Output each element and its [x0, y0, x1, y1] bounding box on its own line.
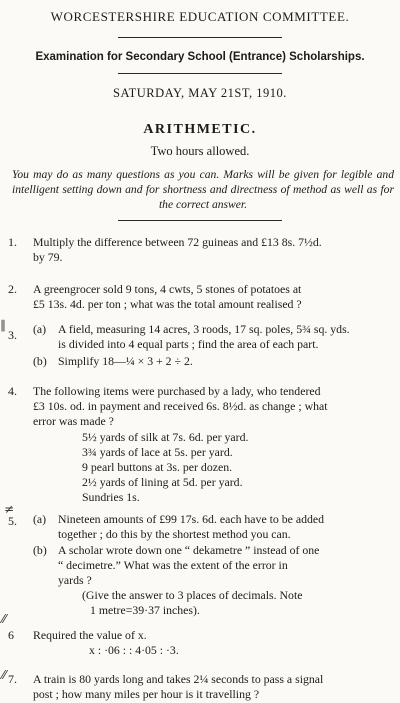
purchase-list	[82, 430, 248, 505]
part-label: (b)	[33, 354, 47, 368]
list-item: 9 pearl buttons at 3s. per dozen.	[82, 460, 233, 474]
part-label: (a)	[33, 512, 47, 526]
question-2-text	[33, 282, 393, 312]
question-4-text	[33, 384, 393, 429]
question-number: 2.	[8, 282, 17, 296]
question-line: £3 10s. od. in payment and received 6s. 8½d. as change ; what	[33, 399, 328, 413]
question-line: A greengrocer sold 9 tons, 4 cwts, 5 stones of potatoes at	[33, 282, 302, 296]
time-allowed: Two hours allowed.	[150, 144, 250, 158]
divider	[118, 220, 282, 221]
part-label: (a)	[33, 322, 47, 336]
question-number: 1.	[8, 235, 17, 249]
instructions: You may do as many questions as you can. Marks will be given for legible and intelligent setting down and for shortness and directness of method as well as for the correct answer.	[12, 168, 394, 211]
exam-date: SATURDAY, MAY 21ST, 1910.	[113, 86, 287, 100]
question-5b-text	[58, 543, 398, 588]
question-line: error was made ?	[33, 414, 114, 428]
question-line: The following items were purchased by a lady, who tendered	[33, 384, 321, 398]
question-number: 5.	[8, 514, 17, 528]
pencil-mark-icon: ≠	[4, 502, 15, 516]
question-number: 3.	[8, 328, 17, 342]
question-number: 4.	[8, 384, 17, 398]
pencil-mark-icon: ∥	[0, 318, 6, 332]
committee-title: WORCESTERSHIRE EDUCATION COMMITTEE.	[50, 9, 350, 24]
question-line: A scholar wrote down one “ dekametre ” instead of one	[58, 543, 320, 557]
question-line: Required the value of x.	[33, 628, 147, 642]
part-label: (b)	[33, 543, 47, 557]
question-line: yards ?	[58, 573, 92, 587]
question-line: £5 13s. 4d. per ton ; what was the total amount realised ?	[33, 297, 302, 311]
question-3a-text	[58, 322, 398, 352]
list-item: 2½ yards of lining at 5d. per yard.	[82, 475, 243, 489]
question-5-note	[82, 588, 302, 618]
pencil-mark-icon: ⁄⁄	[2, 612, 7, 626]
question-1-text	[33, 235, 393, 265]
question-line: Simplify 18—¼ × 3 + 2 ÷ 2.	[58, 354, 193, 368]
question-7-text	[33, 672, 393, 702]
pencil-mark-icon: ⁄⁄	[2, 668, 7, 682]
question-line: Multiply the difference between 72 guineas and £13 8s. 7½d.	[33, 235, 322, 249]
question-line: is divided into 4 equal parts ; find the area of each part.	[58, 337, 319, 351]
question-number: 7.	[8, 672, 17, 686]
list-item: 3¾ yards of lace at 5s. per yard.	[82, 445, 233, 459]
question-line: A field, measuring 14 acres, 3 roods, 17 sq. poles, 5¾ sq. yds.	[58, 322, 350, 336]
question-number: 6	[8, 628, 14, 642]
question-line: “ decimetre.” What was the extent of the error in	[58, 558, 288, 572]
question-5a-text	[58, 512, 398, 542]
question-line: Nineteen amounts of £99 17s. 6d. each have to be added	[58, 512, 325, 526]
question-line: by 79.	[33, 250, 63, 264]
exam-title: Examination for Secondary School (Entrance) Scholarships.	[35, 51, 365, 63]
question-6-text	[33, 628, 393, 658]
divider	[118, 37, 282, 38]
list-item: Sundries 1s.	[82, 490, 140, 504]
note-line: (Give the answer to 3 places of decimals. Note	[82, 588, 303, 602]
divider	[118, 73, 282, 74]
note-line: 1 metre=39·37 inches).	[90, 603, 200, 617]
question-line: A train is 80 yards long and takes 2¼ seconds to pass a signal	[33, 672, 324, 686]
question-line: x : ·06 : : 4·05 : ·3.	[89, 643, 179, 657]
subject-title: ARITHMETIC.	[143, 122, 257, 137]
list-item: 5½ yards of silk at 7s. 6d. per yard.	[82, 430, 249, 444]
question-line: together ; do this by the shortest method you can.	[58, 527, 291, 541]
question-line: post ; how many miles per hour is it travelling ?	[33, 687, 260, 701]
